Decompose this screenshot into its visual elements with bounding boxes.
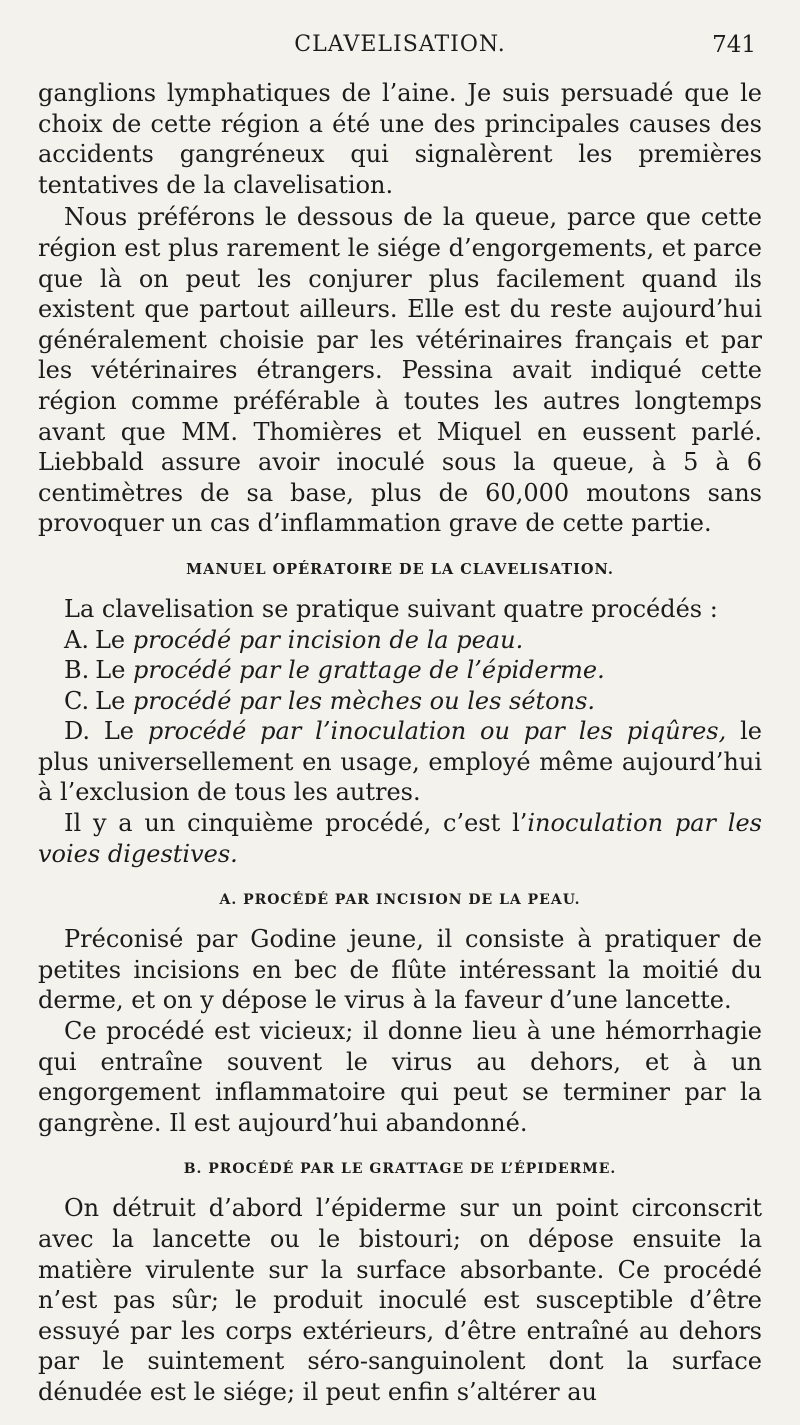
item-letter: A. (64, 625, 89, 654)
page-header (0, 30, 800, 64)
body-text (38, 78, 762, 1408)
section-a-paragraph-1: Préconisé par Godine jeune, il consiste à pratiquer de petites incisions en bec de flûte intéressant la moitié du derme, et on y dépose le virus à la faveur d’une lancette. (38, 925, 762, 1015)
manuel-intro: La clavelisation se pratique suivant quatre procédés : (64, 594, 718, 623)
section-heading-b: B. PROCÉDÉ PAR LE GRATTAGE DE L’ÉPIDERME. (183, 1161, 617, 1178)
section-b-paragraph-1: On détruit d’abord l’épiderme sur un point circonscrit avec la lancette ou le bistouri; on dépose ensuite la matière virulente sur la surface absorbante. Ce procédé n’est pas sûr; le produit inoculé est susceptible d’être essuyé par les corps extérieurs, d’être entraîné au dehors par le suintement séro-sanguinolent dont la surface dénudée est le siége; il peut enfin s’altérer au (38, 1194, 762, 1406)
item-letter: C. (64, 686, 90, 715)
item-italic: procédé par l’inoculation ou par les piqûres, (147, 717, 727, 746)
section-a-paragraph-2: Ce procédé est vicieux; il donne lieu à une hémorrhagie qui entraîne souvent le virus au dehors, et à un engorgement inflammatoire qui peut se terminer par la gangrène. Il est aujourd’hui abandonné. (38, 1017, 762, 1137)
page-number: 741 (712, 32, 756, 58)
item-lead: Le (103, 717, 134, 746)
item-lead: Le (95, 686, 126, 715)
procedure-item-b (38, 655, 762, 686)
paragraph-queue: Nous préférons le dessous de la queue, parce que cette région est plus rarement le siége d’engorgements, et parce que là on peut les conjurer plus facilement quand ils existent que partout ailleurs. Elle est du reste aujourd’hui généralement choisie par les vétérinaires français et par les vétérinaires étrangers. Pessina avait indiqué cette région comme préférable à toutes les autres longtemps avant que MM. Thomières et Miquel en eussent parlé. Liebbald assure avoir inoculé sous la queue, à 5 à 6 centimètres de sa base, plus de 60,000 moutons sans provoquer un cas d’inflammation grave de cette partie. (38, 203, 762, 538)
paragraph-continuation: ganglions lymphatiques de l’aine. Je suis persuadé que le choix de cette région a été une des principales causes des accidents gangréneux qui signalèrent les premières tentatives de la clavelisation. (38, 79, 762, 199)
procedure-item-d (38, 716, 762, 808)
procedure-item-a (38, 625, 762, 656)
item-lead: Le (95, 656, 126, 685)
fifth-procedure (38, 808, 762, 869)
item-lead: Le (94, 625, 126, 654)
procedure-item-c (38, 686, 762, 717)
item-italic: procédé par incision de la peau. (132, 625, 524, 654)
fifth-italic: inoculation par les voies digestives. (38, 809, 762, 868)
item-letter: D. (64, 717, 91, 746)
section-heading-manuel: MANUEL OPÉRATOIRE DE LA CLAVELISATION. (186, 560, 614, 578)
item-italic: procédé par le grattage de l’épiderme. (133, 656, 605, 685)
item-italic: procédé par les mèches ou les sétons. (132, 686, 596, 715)
running-title: CLAVELISATION. (294, 32, 506, 57)
section-heading-a: A. PROCÉDÉ PAR INCISION DE LA PEAU. (219, 892, 581, 909)
fifth-lead: Il y a un cinquième procédé, c’est l’ (64, 809, 528, 838)
item-letter: B. (64, 656, 90, 685)
item-rest: le plus universellement en usage, employé même aujourd’hui à l’exclusion de tous les autres. (38, 717, 762, 807)
